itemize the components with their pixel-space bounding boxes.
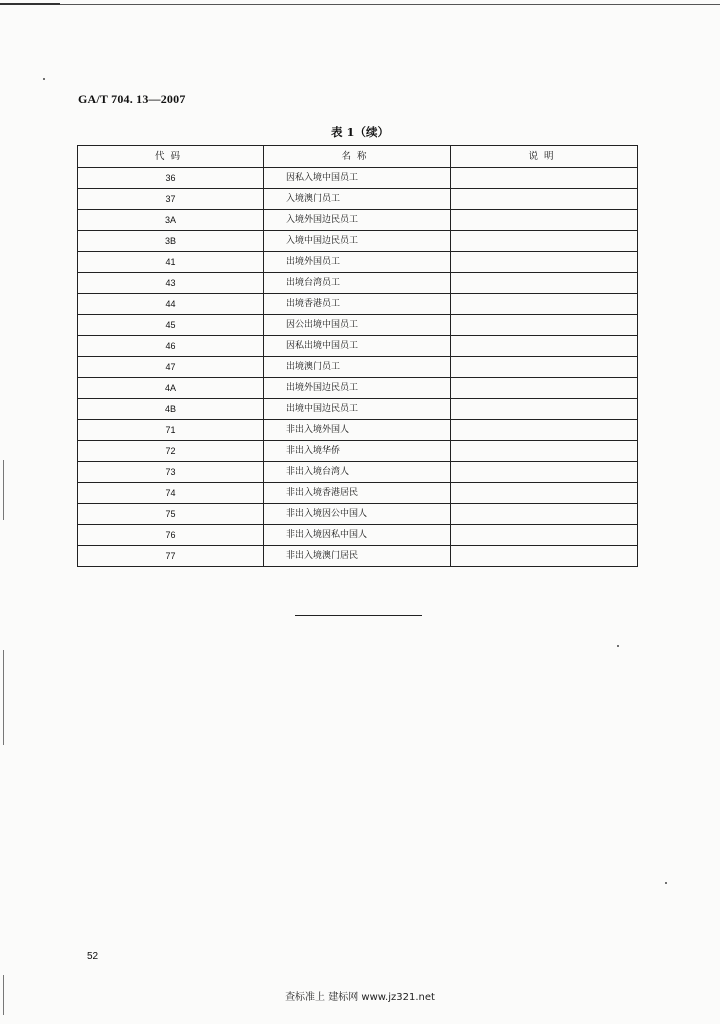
cell-name: 入境澳门员工 [264,189,451,210]
table-row [78,210,638,231]
cell-note [451,273,638,294]
column-header-name: 名称 [264,146,451,168]
scan-edge-mark [3,460,4,520]
cell-note [451,462,638,483]
scan-edge-mark [3,650,4,745]
cell-code: 73 [78,462,264,483]
end-of-table-line [295,615,422,616]
column-header-note: 说明 [451,146,638,168]
cell-name: 非出入境香港居民 [264,483,451,504]
cell-note [451,441,638,462]
cell-note [451,378,638,399]
cell-code: 47 [78,357,264,378]
cell-name: 出境外国边民员工 [264,378,451,399]
table-row [78,273,638,294]
table-row [78,504,638,525]
cell-name: 出境香港员工 [264,294,451,315]
cell-name: 非出入境因公中国人 [264,504,451,525]
cell-name: 非出入境因私中国人 [264,525,451,546]
cell-note [451,189,638,210]
page-number: 52 [87,951,99,962]
cell-note [451,231,638,252]
cell-name: 非出入境华侨 [264,441,451,462]
cell-name: 因公出境中国员工 [264,315,451,336]
cell-note [451,210,638,231]
cell-code: 41 [78,252,264,273]
cell-code: 71 [78,420,264,441]
cell-name: 出境澳门员工 [264,357,451,378]
cell-code: 37 [78,189,264,210]
cell-note [451,357,638,378]
cell-code: 76 [78,525,264,546]
code-table [77,145,638,567]
cell-name: 非出入境澳门居民 [264,546,451,567]
table-row [78,483,638,504]
cell-code: 43 [78,273,264,294]
standard-id: GA/T 704. 13—2007 [78,92,186,106]
table-row [78,462,638,483]
cell-note [451,315,638,336]
table-row [78,336,638,357]
table-row [78,252,638,273]
table-body [78,168,638,567]
scan-top-rule-mark [0,3,60,5]
table-row [78,357,638,378]
cell-code: 77 [78,546,264,567]
cell-note [451,336,638,357]
table-row [78,441,638,462]
table-row [78,378,638,399]
table-caption: 表 1（续） [330,125,389,139]
cell-code: 4B [78,399,264,420]
cell-name: 出境外国员工 [264,252,451,273]
scan-top-rule [0,4,720,5]
table-row [78,315,638,336]
cell-code: 4A [78,378,264,399]
scan-speck [617,645,619,647]
table-row [78,189,638,210]
cell-code: 46 [78,336,264,357]
scan-speck [43,78,45,80]
cell-code: 75 [78,504,264,525]
cell-note [451,294,638,315]
cell-name: 非出入境台湾人 [264,462,451,483]
cell-code: 45 [78,315,264,336]
cell-note [451,546,638,567]
cell-name: 出境台湾员工 [264,273,451,294]
cell-note [451,168,638,189]
cell-code: 72 [78,441,264,462]
table-header-row [78,146,638,168]
footer-watermark: 查标准上 建标网 www.jz321.net [285,992,435,1003]
scan-speck [665,882,667,884]
table-row [78,525,638,546]
table-row [78,399,638,420]
column-header-code: 代码 [78,146,264,168]
cell-code: 74 [78,483,264,504]
table-row [78,231,638,252]
cell-note [451,420,638,441]
cell-name: 入境中国边民员工 [264,231,451,252]
table-row [78,546,638,567]
cell-note [451,483,638,504]
cell-name: 因私出境中国员工 [264,336,451,357]
cell-code: 3B [78,231,264,252]
table-row [78,168,638,189]
cell-note [451,525,638,546]
cell-name: 因私入境中国员工 [264,168,451,189]
cell-code: 44 [78,294,264,315]
cell-name: 入境外国边民员工 [264,210,451,231]
cell-note [451,504,638,525]
cell-name: 非出入境外国人 [264,420,451,441]
table-row [78,420,638,441]
cell-note [451,399,638,420]
cell-code: 3A [78,210,264,231]
cell-note [451,252,638,273]
cell-code: 36 [78,168,264,189]
table-row [78,294,638,315]
cell-name: 出境中国边民员工 [264,399,451,420]
